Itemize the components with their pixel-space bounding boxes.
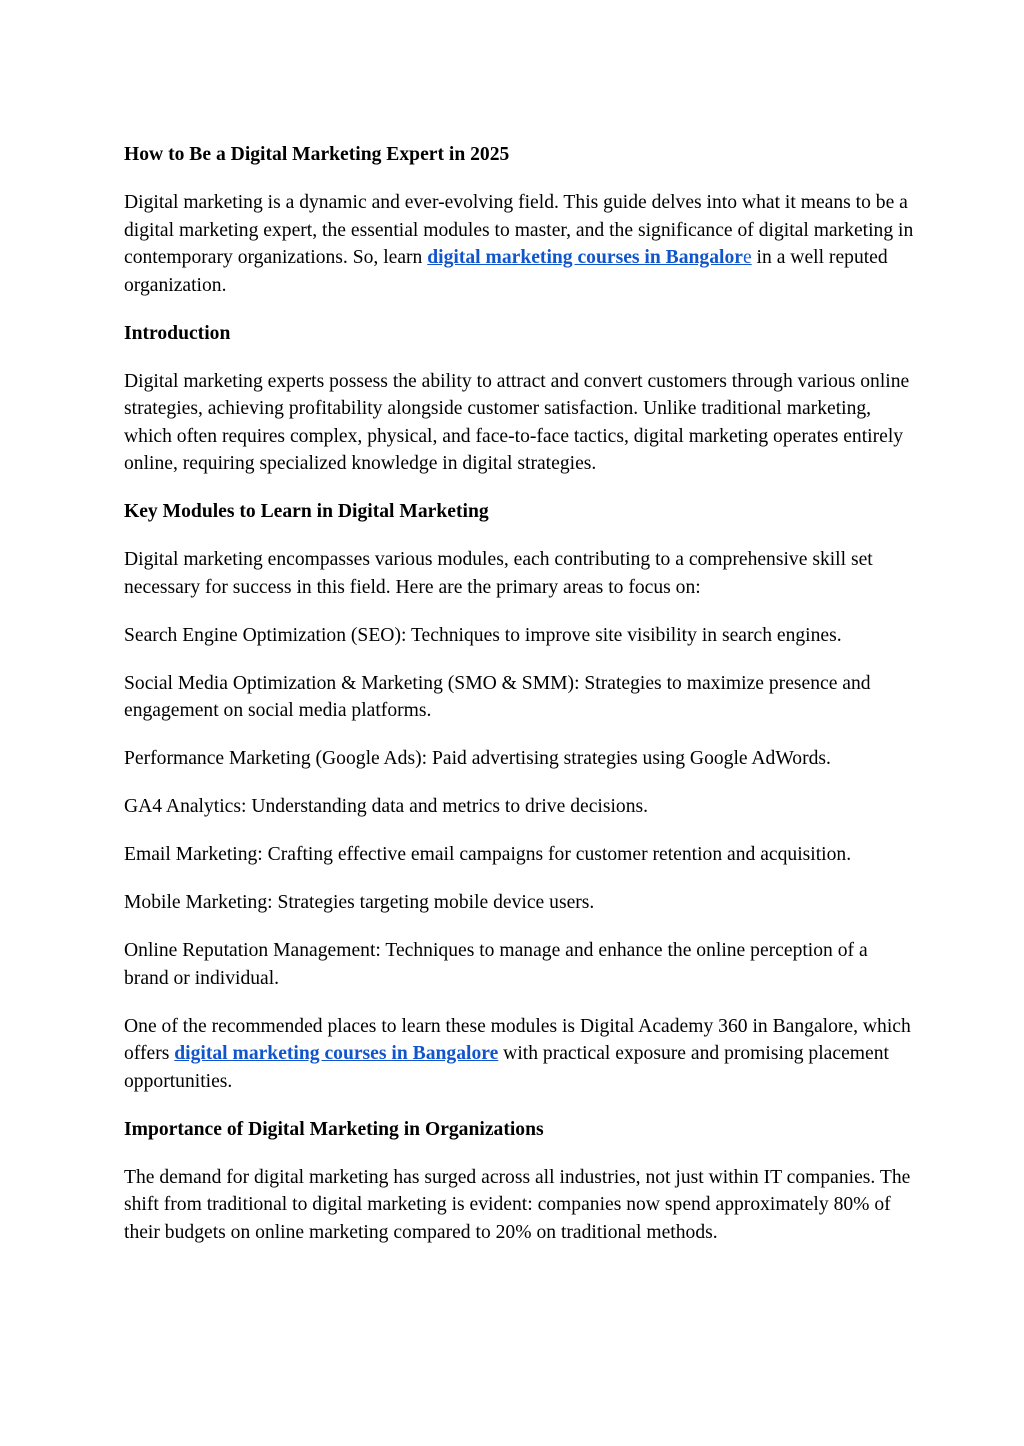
module-item-mobile-marketing: Mobile Marketing: Strategies targeting mobile device users. [124,892,595,913]
module-item-ga4-analytics: GA4 Analytics: Understanding data and metrics to drive decisions. [124,796,649,817]
courses-link-intro-bold: digital marketing courses in Bangalor [427,247,743,268]
recommendation-text-after: with practical exposure and promising placement opportunities. [124,1043,889,1092]
document-page [124,141,914,1267]
courses-link-recommendation[interactable]: digital marketing courses in Bangalore [174,1043,499,1064]
module-item-online-reputation: Online Reputation Management: Techniques to manage and enhance the online perception of a brand or individual. [124,940,868,989]
module-item-email-marketing: Email Marketing: Crafting effective email campaigns for customer retention and acquisition. [124,844,852,865]
importance-heading: Importance of Digital Marketing in Organizations [124,1118,544,1140]
introduction-heading: Introduction [124,322,231,344]
importance-body: The demand for digital marketing has surged across all industries, not just within IT companies. The shift from traditional to digital marketing is evident: companies now spend approximately 80% of their budgets on online marketing compared to 20% on traditional methods. [124,1166,911,1243]
intro-text-before: Digital marketing is a dynamic and ever-evolving field. This guide delves into what it means to be a digital marketing expert, the essential modules to master, and the significance of digital marketing in contemporary organizations. So, learn [124,192,914,268]
intro-paragraph [124,189,914,299]
courses-link-intro[interactable] [427,247,751,268]
introduction-body: Digital marketing experts possess the ability to attract and convert customers through various online strategies, achieving profitability alongside customer satisfaction. Unlike traditional marketing, which often requires complex, physical, and face-to-face tactics, digital marketing operates entirely online, requiring specialized knowledge in digital strategies. [124,370,910,474]
recommendation-paragraph [124,1013,914,1096]
key-modules-body: Digital marketing encompasses various modules, each contributing to a comprehensive skill set necessary for success in this field. Here are the primary areas to focus on: [124,549,873,598]
module-item-seo: Search Engine Optimization (SEO): Techniques to improve site visibility in search engines. [124,624,842,646]
key-modules-heading: Key Modules to Learn in Digital Marketing [124,501,489,522]
courses-link-intro-tail: e [742,247,752,268]
recommendation-text-before: One of the recommended places to learn these modules is Digital Academy 360 in Bangalore, which offers [124,1015,911,1064]
module-item-smo-smm: Social Media Optimization & Marketing (SMO & SMM): Strategies to maximize presence and engagement on social media platforms. [124,672,871,721]
module-item-performance-marketing: Performance Marketing (Google Ads): Paid advertising strategies using Google AdWords. [124,748,831,769]
document-title: How to Be a Digital Marketing Expert in 2025 [124,144,510,165]
intro-text-after: in a well reputed organization. [124,247,888,296]
